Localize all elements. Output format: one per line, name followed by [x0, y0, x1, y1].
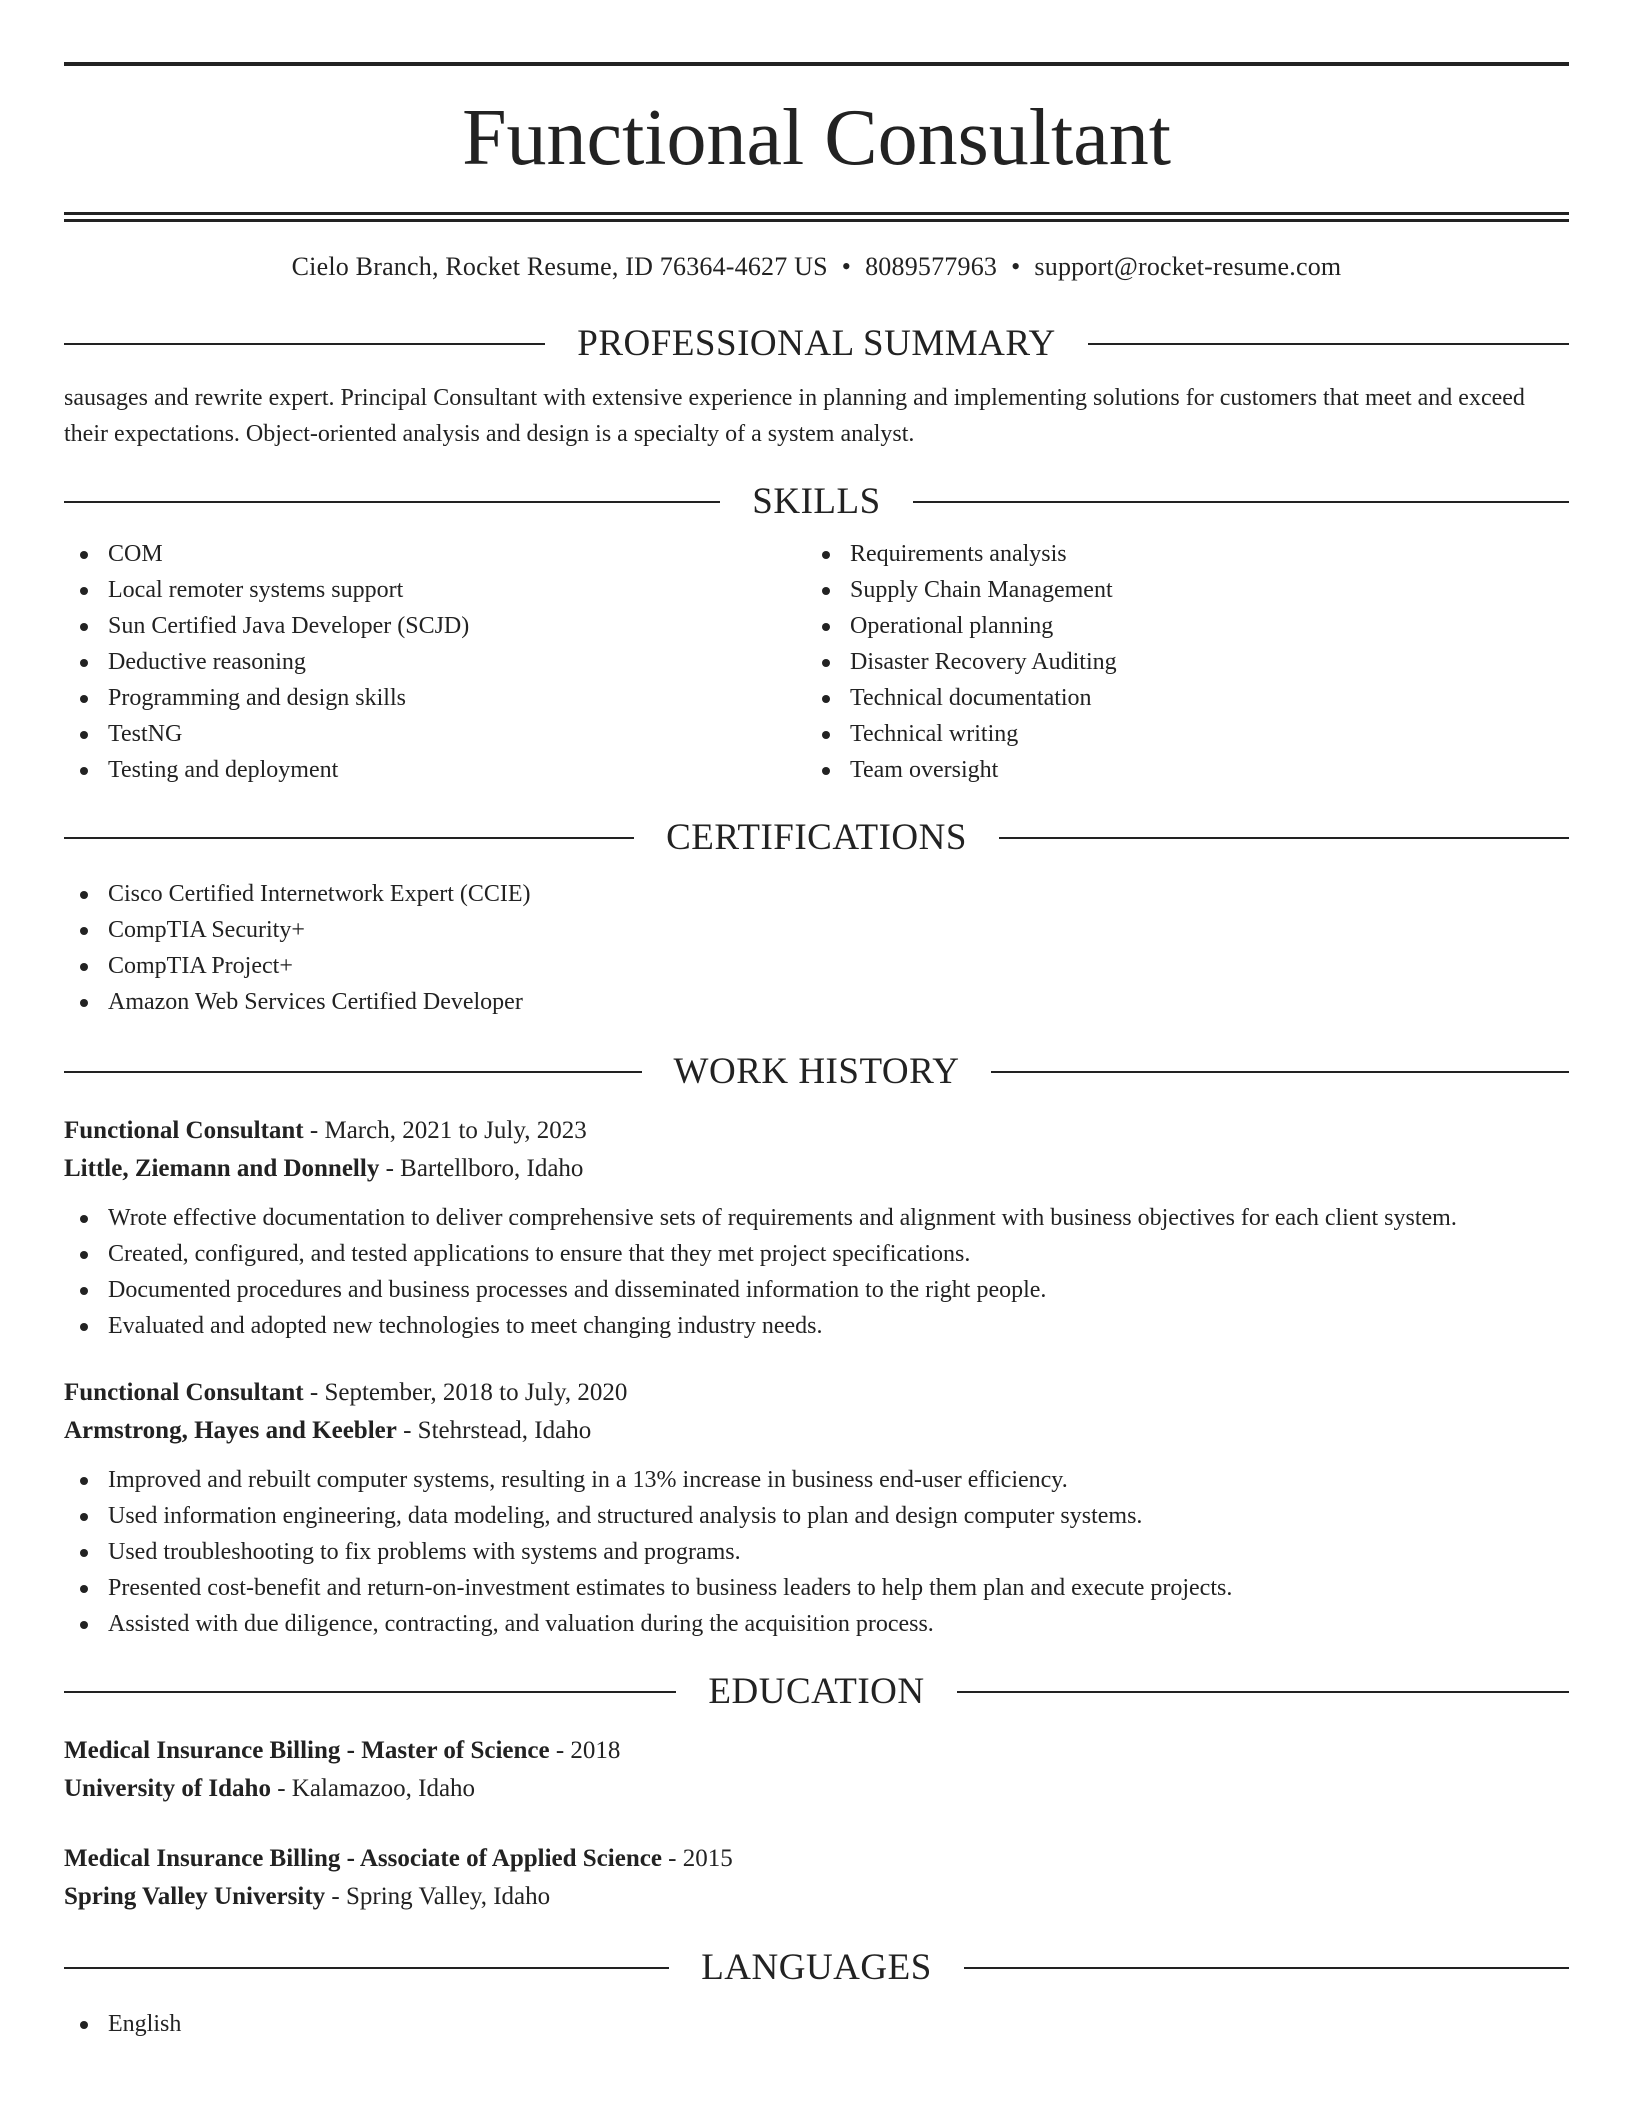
education-heading: EDUCATION [708, 1671, 925, 1712]
degree: Medical Insurance Billing - Associate of Applied Science [64, 1845, 662, 1872]
section-rule [964, 1967, 1569, 1969]
list-item: Evaluated and adopted new technologies to meet changing industry needs. [64, 1308, 1569, 1344]
degree-line [64, 1840, 1569, 1878]
languages-section-header [64, 1946, 1569, 1990]
summary-text: sausages and rewrite expert. Principal Consultant with extensive experience in planning and implementing solutions for customers that meet and exceed their expectations. Object-oriented analysis and design is a specialty of a system analyst. [64, 385, 1525, 447]
list-item: Requirements analysis [806, 536, 1548, 572]
job-company-line [64, 1412, 1569, 1450]
job-company: Armstrong, Hayes and Keebler [64, 1417, 397, 1444]
school-line [64, 1770, 1569, 1808]
section-rule [64, 1967, 669, 1969]
skills-list-right [806, 536, 1548, 788]
job-title-line [64, 1374, 1569, 1412]
list-item: Operational planning [806, 608, 1548, 644]
list-item: Team oversight [806, 752, 1548, 788]
job-title: Functional Consultant [64, 1379, 304, 1406]
resume-title: Functional Consultant [462, 94, 1171, 182]
section-rule [64, 343, 545, 345]
contact-separator: • [1011, 252, 1021, 281]
languages-heading: LANGUAGES [701, 1947, 932, 1988]
education-entry [64, 1732, 1569, 1808]
list-item: Amazon Web Services Certified Developer [64, 984, 1569, 1020]
section-rule [957, 1691, 1569, 1693]
degree: Medical Insurance Billing - Master of Science [64, 1737, 550, 1764]
job-title: Functional Consultant [64, 1117, 304, 1144]
certifications-heading: CERTIFICATIONS [666, 817, 967, 858]
list-item: COM [64, 536, 806, 572]
list-item: Cisco Certified Internetwork Expert (CCIE) [64, 876, 1569, 912]
list-item: English [64, 2006, 1569, 2042]
list-item: Technical writing [806, 716, 1548, 752]
resume-page [64, 62, 1569, 2042]
list-item: CompTIA Project+ [64, 948, 1569, 984]
job-title-line [64, 1112, 1569, 1150]
section-rule [991, 1071, 1569, 1073]
skills-grid [64, 536, 1569, 788]
list-item: Sun Certified Java Developer (SCJD) [64, 608, 806, 644]
job-location: - Stehrstead, Idaho [396, 1417, 592, 1444]
section-rule [64, 837, 634, 839]
section-rule [1088, 343, 1569, 345]
list-item: Improved and rebuilt computer systems, resulting in a 13% increase in business end-user efficiency. [64, 1462, 1569, 1498]
school-location: - Kalamazoo, Idaho [270, 1775, 476, 1802]
list-item: Documented procedures and business processes and disseminated information to the right people. [64, 1272, 1569, 1308]
contact-address: Cielo Branch, Rocket Resume, ID 76364-4627 US [291, 252, 828, 281]
list-item: Created, configured, and tested applications to ensure that they met project specifications. [64, 1236, 1569, 1272]
degree-year: - 2015 [661, 1845, 733, 1872]
contact-line [64, 252, 1569, 282]
job-bullets [64, 1200, 1569, 1344]
school-location: - Spring Valley, Idaho [325, 1883, 551, 1910]
skills-heading: SKILLS [752, 481, 881, 522]
list-item: Deductive reasoning [64, 644, 806, 680]
job-entry [64, 1374, 1569, 1642]
degree-line [64, 1732, 1569, 1770]
education-entry [64, 1840, 1569, 1916]
certifications-section-header [64, 816, 1569, 860]
list-item: Used troubleshooting to fix problems with systems and programs. [64, 1534, 1569, 1570]
list-item: TestNG [64, 716, 806, 752]
work-section-header [64, 1050, 1569, 1094]
list-item: Local remoter systems support [64, 572, 806, 608]
summary-section-header [64, 322, 1569, 366]
header-double-rule [64, 212, 1569, 222]
school-line [64, 1878, 1569, 1916]
education-section-header [64, 1670, 1569, 1714]
list-item: Disaster Recovery Auditing [806, 644, 1548, 680]
section-rule [64, 1691, 676, 1693]
job-entry [64, 1112, 1569, 1344]
list-item: Presented cost-benefit and return-on-investment estimates to business leaders to help them plan and execute projects. [64, 1570, 1569, 1606]
degree-year: - 2018 [549, 1737, 621, 1764]
work-heading: WORK HISTORY [673, 1051, 960, 1092]
list-item: Technical documentation [806, 680, 1548, 716]
school: University of Idaho [64, 1775, 271, 1802]
job-dates: - September, 2018 to July, 2020 [303, 1379, 628, 1406]
contact-phone: 8089577963 [865, 252, 998, 281]
job-company-line [64, 1150, 1569, 1188]
job-bullets [64, 1462, 1569, 1642]
header-top-rule [64, 62, 1569, 66]
skills-list-left [64, 536, 806, 788]
languages-list [64, 2006, 1569, 2042]
job-company: Little, Ziemann and Donnelly [64, 1155, 380, 1182]
list-item: Programming and design skills [64, 680, 806, 716]
contact-separator: • [841, 252, 852, 281]
job-location: - Bartellboro, Idaho [379, 1155, 584, 1182]
skills-section-header [64, 480, 1569, 524]
contact-email: support@rocket-resume.com [1034, 252, 1342, 281]
list-item: Wrote effective documentation to deliver comprehensive sets of requirements and alignment with business objectives for each client system. [64, 1200, 1569, 1236]
list-item: Used information engineering, data modeling, and structured analysis to plan and design computer systems. [64, 1498, 1569, 1534]
list-item: Assisted with due diligence, contracting, and valuation during the acquisition process. [64, 1606, 1569, 1642]
list-item: Supply Chain Management [806, 572, 1548, 608]
summary-heading: PROFESSIONAL SUMMARY [577, 323, 1056, 364]
section-rule [913, 501, 1569, 503]
section-rule [999, 837, 1569, 839]
list-item: CompTIA Security+ [64, 912, 1569, 948]
job-dates: - March, 2021 to July, 2023 [303, 1117, 587, 1144]
section-rule [64, 1071, 642, 1073]
section-rule [64, 501, 720, 503]
certifications-list [64, 876, 1569, 1020]
school: Spring Valley University [64, 1883, 326, 1910]
list-item: Testing and deployment [64, 752, 806, 788]
